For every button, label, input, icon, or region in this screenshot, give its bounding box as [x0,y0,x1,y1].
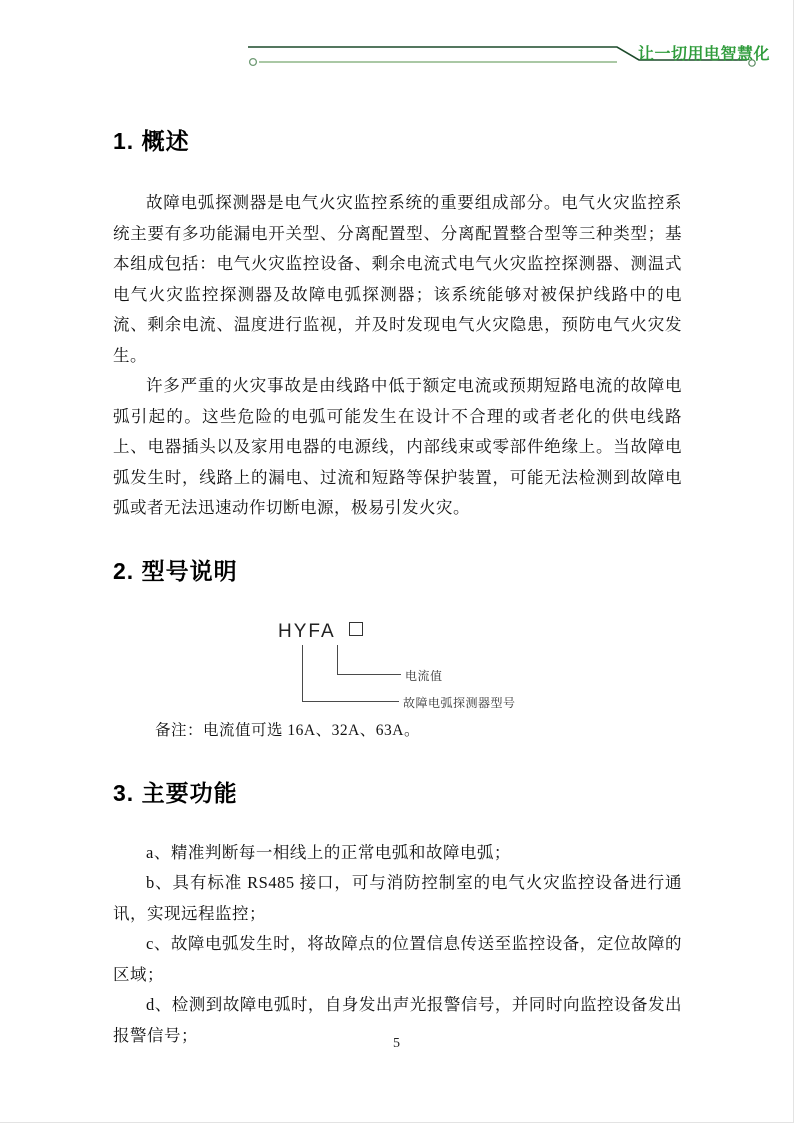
diagram-connector-line [337,674,401,675]
overview-paragraph-2: 许多严重的火灾事故是由线路中低于额定电流或预期短路电流的故障电弧引起的。这些危险的电弧可能发生在设计不合理的或者老化的供电线路上、电器插头以及家用电器的电源线，内部线束或零部件绝缘上。当故障电弧发生时，线路上的漏电、过流和短路等保护装置，可能无法检测到故障电弧或者无法迅速动作切断电源，极易引发火灾。 [113,376,682,517]
function-item-c: c、故障电弧发生时，将故障点的位置信息传送至监控设备，定位故障的区域； [113,934,682,984]
section-heading-overview: 1. 概述 [113,128,190,154]
overview-paragraph-1: 故障电弧探测器是电气火灾监控系统的重要组成部分。电气火灾监控系统主要有多功能漏电开关型、分离配置型、分离配置整合型等三种类型；基本组成包括：电气火灾监控设备、剩余电流式电气火灾监控探测器、测温式电气火灾监控探测器及故障电弧探测器；该系统能够对被保护线路中的电流、剩余电流、温度进行监视，并及时发现电气火灾隐患，预防电气火灾发生。 [113,193,682,365]
diagram-connector-line [337,645,338,675]
function-item-d: d、检测到故障电弧时，自身发出声光报警信号，并同时向监控设备发出报警信号； [113,995,682,1045]
diagram-label-detector-model: 故障电弧探测器型号 [403,695,516,710]
model-note: 备注：电流值可选 16A、32A、63A。 [155,721,420,739]
section-heading-functions: 3. 主要功能 [113,779,238,806]
model-code [278,621,363,643]
page-content [0,126,793,1051]
model-number-diagram [113,621,682,717]
header-decoration-line [0,0,794,80]
section-heading-model: 2. 型号说明 [113,557,238,584]
model-prefix: HYFA [278,620,336,642]
function-item-b: b、具有标准 RS485 接口，可与消防控制室的电气火灾监控设备进行通讯，实现远程监控； [113,873,682,923]
function-item-a: a、精准判断每一相线上的正常电弧和故障电弧； [146,842,511,862]
model-placeholder-box-icon [349,622,363,636]
diagram-connector-line [302,645,303,702]
header-slogan: 让一切用电智慧化 [638,46,771,63]
diagram-connector-line [302,701,399,702]
page-number: 5 [393,1036,400,1051]
diagram-label-current-value: 电流值 [405,668,443,683]
